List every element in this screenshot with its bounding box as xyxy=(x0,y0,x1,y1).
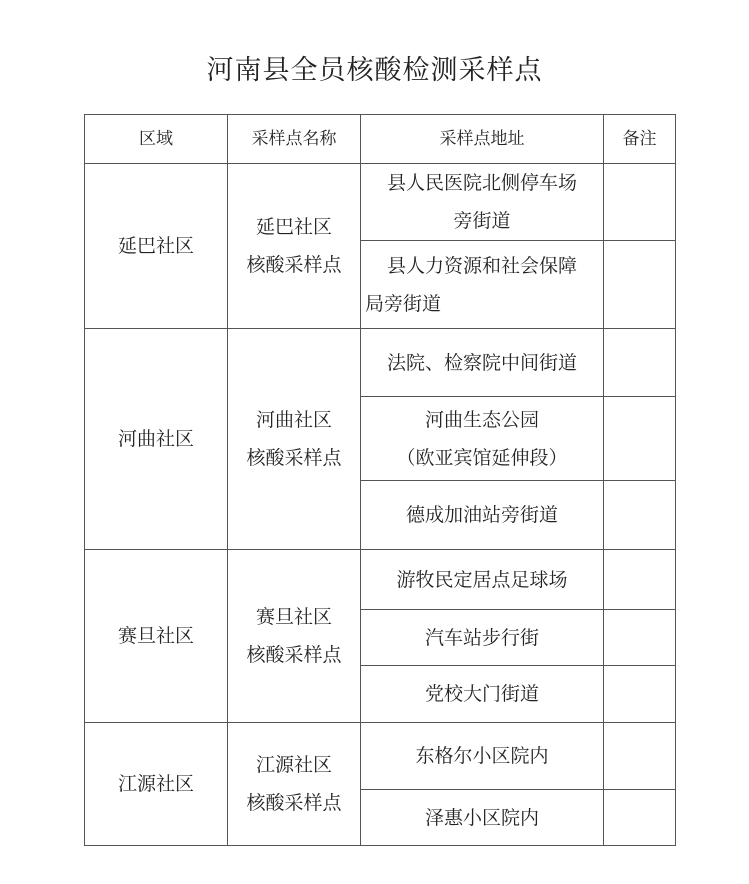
address-cell xyxy=(361,723,604,790)
region-cell: 河曲社区 xyxy=(85,329,228,550)
site-name-cell xyxy=(228,329,361,550)
region-cell: 赛旦社区 xyxy=(85,550,228,723)
table-row xyxy=(85,550,676,610)
address-cell xyxy=(361,241,604,329)
address-line: 汽车站步行街 xyxy=(424,626,539,649)
address-line: 县人民医院北侧停车场 xyxy=(386,172,577,194)
region-cell: 江源社区 xyxy=(85,723,228,846)
address-line: 旁街道 xyxy=(453,210,511,232)
site-name-line: 核酸采样点 xyxy=(246,792,342,814)
site-name-cell xyxy=(228,550,361,723)
address-cell xyxy=(361,164,604,241)
remarks-cell xyxy=(604,329,676,397)
remarks-cell xyxy=(604,397,676,481)
address-line: 河曲生态公园 xyxy=(424,408,539,431)
address-line: 游牧民定居点足球场 xyxy=(396,568,568,591)
header-site-address: 采样点地址 xyxy=(361,115,604,164)
address-cell xyxy=(361,666,604,723)
address-line: 法院、检察院中间街道 xyxy=(386,351,577,374)
site-name-cell xyxy=(228,723,361,846)
remarks-cell xyxy=(604,790,676,846)
address-cell xyxy=(361,481,604,550)
region-cell: 延巴社区 xyxy=(85,164,228,329)
site-name-line: 延巴社区 xyxy=(255,216,332,238)
address-cell xyxy=(361,790,604,846)
address-line: 德成加油站旁街道 xyxy=(405,504,558,526)
remarks-cell xyxy=(604,666,676,723)
header-region: 区域 xyxy=(85,115,228,164)
address-line: 县人力资源和社会保障 xyxy=(386,254,577,277)
header-row xyxy=(85,115,676,164)
sampling-sites-table xyxy=(84,114,676,846)
remarks-cell xyxy=(604,550,676,610)
remarks-cell xyxy=(604,241,676,329)
address-cell xyxy=(361,610,604,666)
site-name-line: 河曲社区 xyxy=(255,409,332,431)
remarks-cell xyxy=(604,164,676,241)
site-name-line: 核酸采样点 xyxy=(246,254,342,276)
site-name-line: 核酸采样点 xyxy=(246,447,342,469)
header-remarks: 备注 xyxy=(604,115,676,164)
site-name-line: 江源社区 xyxy=(255,754,332,776)
address-cell xyxy=(361,397,604,481)
address-cell xyxy=(361,550,604,610)
table-row xyxy=(85,164,676,241)
address-cell xyxy=(361,329,604,397)
address-line: 局旁街道 xyxy=(365,292,442,315)
address-line: （欧亚宾馆延伸段） xyxy=(396,446,568,469)
table-row xyxy=(85,723,676,790)
remarks-cell xyxy=(604,610,676,666)
header-site-name: 采样点名称 xyxy=(228,115,361,164)
page-title: 河南县全员核酸检测采样点 xyxy=(206,55,543,86)
site-name-cell xyxy=(228,164,361,329)
address-line: 党校大门街道 xyxy=(424,683,539,705)
site-name-line: 赛旦社区 xyxy=(255,606,332,628)
remarks-cell xyxy=(604,481,676,550)
table-row xyxy=(85,329,676,397)
address-line: 东格尔小区院内 xyxy=(415,745,549,767)
address-line: 泽惠小区院内 xyxy=(424,806,539,829)
remarks-cell xyxy=(604,723,676,790)
site-name-line: 核酸采样点 xyxy=(246,644,342,666)
